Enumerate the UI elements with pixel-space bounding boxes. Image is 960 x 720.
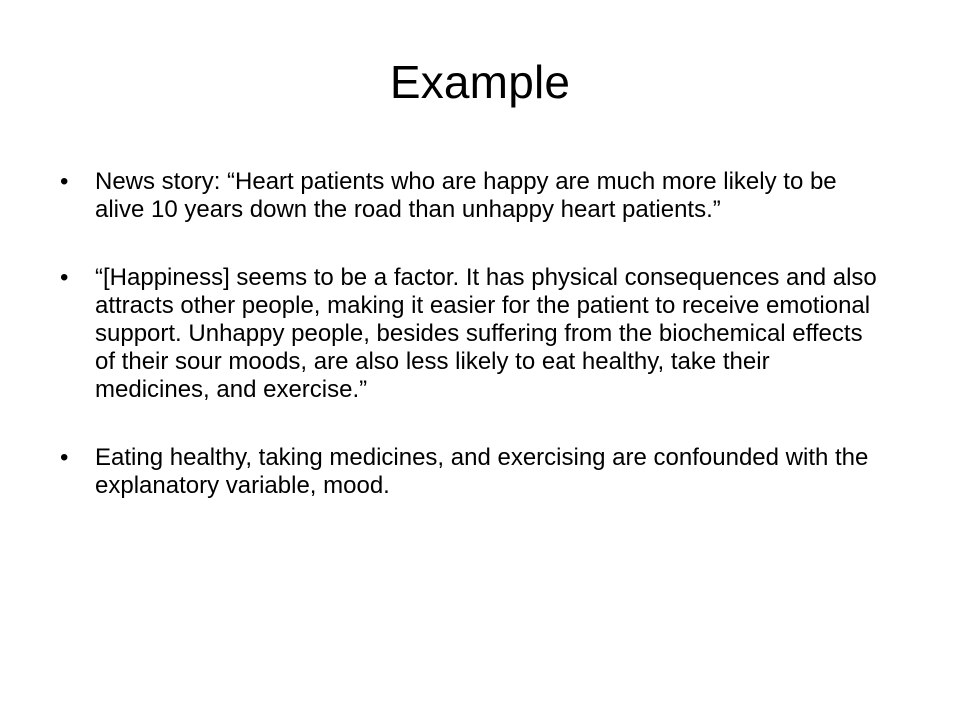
slide-title: Example — [389, 56, 571, 108]
bullet-marker-icon: • — [60, 264, 69, 291]
bullet-confounding-note — [60, 444, 880, 500]
bullet-text: “[Happiness] seems to be a factor. It has physical consequences and also attracts other people, making it easier for the patient to receive emotional support. Unhappy people, besides suffering from the biochemical effects of their sour moods, are also less likely to eat healthy, take their medicines, and exercise.” — [95, 264, 877, 403]
bullet-marker-icon: • — [60, 444, 69, 471]
bullet-text: Eating healthy, taking medicines, and exercising are confounded with the explanatory variable, mood. — [95, 444, 869, 499]
bullet-list — [60, 168, 880, 500]
bullet-text: News story: “Heart patients who are happy are much more likely to be alive 10 years down the road than unhappy heart patients.” — [95, 168, 837, 223]
bullet-marker-icon: • — [60, 168, 69, 195]
bullet-news-story — [60, 168, 880, 224]
bullet-happiness-quote — [60, 264, 880, 404]
